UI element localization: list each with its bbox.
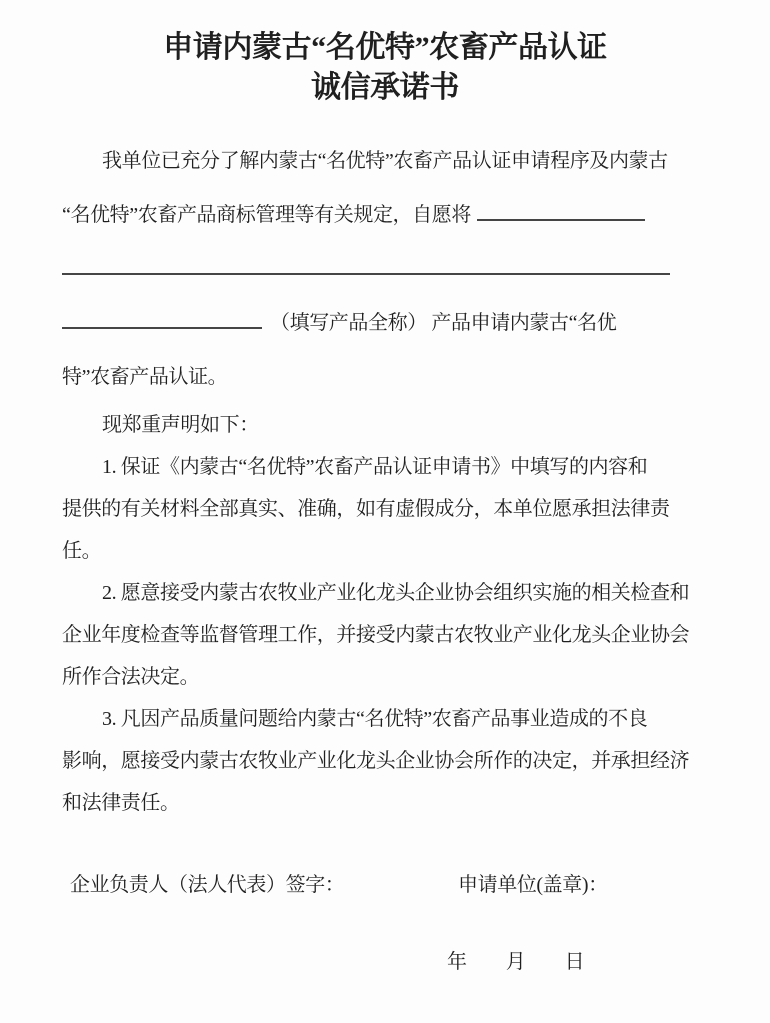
product-name-hint: （填写产品全称） <box>270 312 427 334</box>
signature-row <box>62 870 670 900</box>
date-row <box>62 947 670 977</box>
statement-line: 1. 保证《内蒙古“名优特”农畜产品认证申请书》中填写的内容和 <box>102 456 648 478</box>
statement-line: 企业年度检查等监督管理工作，并接受内蒙古农牧业产业化龙头企业协会 <box>62 624 690 646</box>
document-title <box>100 28 670 108</box>
statement-line: 影响，愿接受内蒙古农牧业产业化龙头企业协会所作的决定，并承担经济 <box>62 750 690 772</box>
product-name-blank-segment-1[interactable] <box>477 199 645 221</box>
intro-line-3 <box>62 242 670 296</box>
intro-line-4-text: 产品申请内蒙古“名优 <box>426 312 617 334</box>
product-name-blank-segment-3[interactable] <box>62 307 262 329</box>
statement-line: 3. 凡因产品质量问题给内蒙古“名优特”农畜产品事业造成的不良 <box>102 708 648 730</box>
intro-section <box>62 134 670 404</box>
statement-item-1 <box>62 446 670 572</box>
title-line-2: 诚信承诺书 <box>311 71 459 104</box>
title-line-1: 申请内蒙古“名优特”农畜产品认证 <box>163 31 607 64</box>
date-label: 年 月 日 <box>447 951 585 973</box>
intro-line-1: 我单位已充分了解内蒙古“名优特”农畜产品认证申请程序及内蒙古 <box>102 150 668 172</box>
statement-line: 提供的有关材料全部真实、准确，如有虚假成分，本单位愿承担法律责 <box>62 498 670 520</box>
intro-line-2-text: “名优特”农畜产品商标管理等有关规定，自愿将 <box>62 204 471 226</box>
statement-item-3 <box>62 698 690 824</box>
responsible-person-signature-label: 企业负责人（法人代表）签字： <box>70 874 345 896</box>
statement-line: 2. 愿意接受内蒙古农牧业产业化龙头企业协会组织实施的相关检查和 <box>102 582 690 604</box>
applicant-unit-seal-label: 申请单位(盖章)： <box>458 874 608 896</box>
intro-line-2 <box>62 188 670 242</box>
statement-item-2 <box>62 572 690 698</box>
statements-section <box>62 404 690 824</box>
declaration-heading: 现郑重声明如下： <box>102 414 259 436</box>
statement-line: 所作合法决定。 <box>62 666 200 688</box>
intro-line-4 <box>62 296 670 350</box>
product-name-blank-segment-2[interactable] <box>62 253 670 275</box>
intro-line-5: 特”农畜产品认证。 <box>62 366 228 388</box>
statement-line: 和法律责任。 <box>62 792 180 814</box>
statement-line: 任。 <box>62 540 102 562</box>
